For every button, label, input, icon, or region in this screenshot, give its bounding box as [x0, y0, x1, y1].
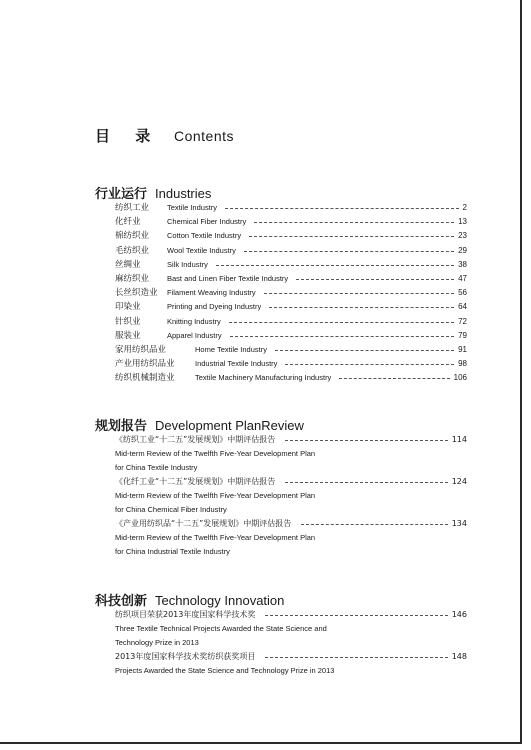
entry-zh: 丝绸业: [115, 259, 141, 270]
title-en: Contents: [173, 128, 235, 144]
entry-en: Printing and Dyeing Industry: [167, 302, 262, 312]
section-heading-zh: 科技创新: [95, 594, 148, 609]
entry-title-en: Mid-term Review of the Twelfth Five-Year Development Plan: [115, 533, 316, 542]
section-heading-en: Technology Innovation: [155, 593, 285, 608]
toc-entry: [115, 216, 467, 228]
entry-zh: 服装业: [115, 330, 141, 341]
entry-title-en: Mid-term Review of the Twelfth Five-Year Development Plan: [115, 449, 316, 458]
entry-en: Bast and Linen Fiber Textile Industry: [167, 274, 289, 283]
leader-dots: [285, 440, 447, 441]
page-number: 29: [458, 245, 467, 255]
leader-dots: [230, 336, 454, 337]
page-number: 13: [458, 217, 467, 227]
toc-entry: [115, 259, 467, 271]
entry-zh: 化纤业: [115, 217, 141, 228]
leader-dots: [285, 364, 454, 365]
toc-entry: [115, 330, 467, 342]
leader-dots: [254, 222, 454, 223]
page-number: 23: [458, 231, 467, 241]
leader-dots: [269, 307, 454, 308]
entry-en: Industrial Textile Industry: [195, 359, 278, 369]
leader-dots: [301, 524, 447, 525]
section-heading-zh: 行业运行: [95, 187, 148, 202]
entry-en: Textile Machinery Manufacturing Industry: [195, 373, 332, 383]
entry-title-en-cont: Technology Prize in 2013: [115, 638, 199, 647]
toc-entry: [115, 273, 467, 285]
entry-en: Silk Industry: [167, 259, 208, 269]
leader-dots: [296, 279, 454, 280]
page-number: 124: [451, 477, 467, 486]
toc-entry: [115, 287, 467, 299]
page-number: 114: [451, 435, 467, 444]
toc-entry: [115, 202, 467, 214]
page-number: 98: [458, 359, 467, 369]
entry-zh: 产业用纺织品业: [115, 359, 175, 370]
page-number: 91: [458, 345, 467, 354]
entry-en: Cotton Textile Industry: [167, 231, 242, 241]
leader-dots: [216, 265, 454, 266]
entry-title-zh: 2013年度国家科学技术奖纺织获奖项目 148: [115, 652, 467, 661]
toc-entry: [115, 358, 467, 370]
section-heading-en: Industries: [155, 186, 212, 201]
entry-title-en: Three Textile Technical Projects Awarded the State Science and: [115, 624, 327, 633]
toc-entry: [115, 372, 467, 384]
leader-dots: [264, 293, 454, 294]
page-title: [95, 125, 234, 146]
leader-dots: [244, 251, 454, 252]
toc-entry: [115, 316, 467, 328]
leader-dots: [229, 322, 454, 323]
entry-title-en-cont: for China Industrial Textile Industry: [115, 547, 230, 556]
page-number: 72: [458, 316, 467, 326]
page-number: 2: [462, 203, 467, 212]
page-number: 146: [451, 610, 467, 619]
section-heading-tech: [95, 590, 284, 609]
page-number: 56: [458, 288, 467, 298]
section-heading-zh: 规划报告: [95, 419, 148, 434]
entry-en: Knitting Industry: [167, 316, 221, 326]
entry-en: Wool Textile Industry: [167, 245, 236, 255]
leader-dots: [265, 615, 447, 616]
entry-en: Textile Industry: [167, 203, 218, 212]
entry-en: Home Textile Industry: [195, 345, 267, 354]
entry-title-zh: 纺织项目荣获2013年度国家科学技术奖 146: [115, 610, 467, 619]
entry-zh: 家用纺织品业: [115, 345, 167, 355]
toc-entry: [115, 230, 467, 242]
entry-en: Apparel Industry: [167, 330, 222, 340]
entry-title-zh: 《化纤工业“十二五”发展规划》中期评估报告 124: [115, 477, 467, 486]
entry-zh: 棉纺织业: [115, 231, 150, 242]
leader-dots: [285, 482, 447, 483]
page-number: 134: [451, 519, 467, 528]
page-number: 79: [458, 330, 467, 340]
entry-title-en: Mid-term Review of the Twelfth Five-Year Development Plan: [115, 491, 316, 500]
leader-dots: [275, 350, 454, 351]
page-number: 64: [458, 302, 467, 312]
entry-title-zh: 《纺织工业“十二五”发展规划》中期评估报告 114: [115, 435, 467, 444]
entry-title-en-cont: for China Textile Industry: [115, 463, 198, 472]
section-heading-plan: [95, 415, 304, 434]
page-number: 148: [451, 652, 467, 661]
entry-zh: 纺织工业: [115, 203, 150, 213]
title-zh: 目 录: [95, 127, 161, 145]
entry-title-en-cont: for China Chemical Fiber Industry: [115, 505, 227, 514]
entry-en: Chemical Fiber Industry: [167, 217, 247, 227]
page-number: 38: [458, 259, 467, 269]
page-number: 47: [458, 274, 467, 283]
entry-zh: 毛纺织业: [115, 245, 150, 256]
leader-dots: [249, 236, 454, 237]
leader-dots: [265, 657, 447, 658]
section-heading-industries: [95, 183, 211, 202]
toc-entry: [115, 344, 467, 356]
entry-zh: 针织业: [115, 316, 141, 327]
toc-entry: [115, 301, 467, 313]
entry-zh: 麻纺织业: [115, 274, 150, 284]
leader-dots: [339, 378, 449, 379]
entry-zh: 长丝织造业: [115, 288, 158, 299]
entry-zh: 印染业: [115, 302, 141, 313]
section-heading-en: Development PlanReview: [155, 418, 304, 433]
entry-en: Filament Weaving Industry: [167, 288, 256, 298]
page-number: 106: [453, 373, 467, 383]
entry-title-en: Projects Awarded the State Science and Technology Prize in 2013: [115, 666, 335, 675]
toc-entry: [115, 245, 467, 257]
entry-title-zh: 《产业用纺织品“十二五”发展规划》中期评估报告 134: [115, 519, 467, 528]
leader-dots: [225, 208, 459, 209]
entry-zh: 纺织机械制造业: [115, 373, 175, 384]
